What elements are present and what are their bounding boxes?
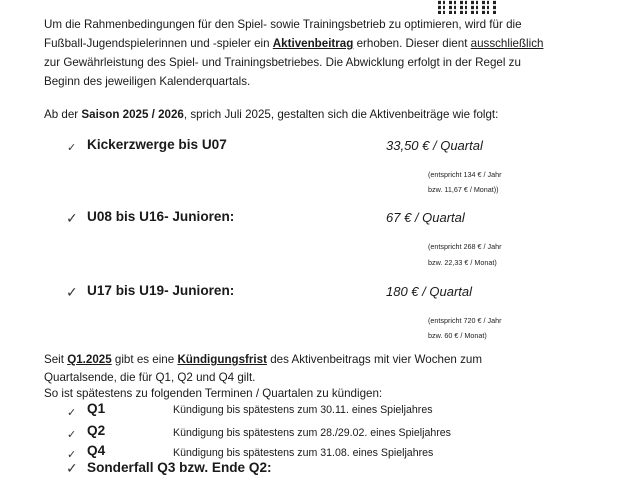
fee-note-month: bzw. 11,67 € / Monat)) bbox=[428, 185, 499, 194]
notice-line-1 bbox=[44, 350, 482, 370]
notice-line-3: So ist spätestens zu folgenden Terminen / Quartalen zu kündigen: bbox=[44, 387, 383, 400]
quarter-name: Q1 bbox=[87, 401, 106, 416]
fee-name: U08 bis U16- Junioren: bbox=[87, 209, 235, 224]
quarter-name: Q4 bbox=[87, 443, 106, 458]
notice-text: des Aktivenbeitrags mit vier Wochen zum bbox=[266, 353, 482, 366]
check-icon: ✓ bbox=[66, 210, 78, 226]
check-icon: ✓ bbox=[66, 460, 78, 476]
season-line bbox=[44, 105, 498, 125]
fee-note-month: bzw. 22,33 € / Monat) bbox=[428, 258, 497, 267]
fee-price: 33,50 € / Quartal bbox=[386, 138, 483, 153]
quarter-deadline: Kündigung bis spätestens zum 28./29.02. eines Spieljahres bbox=[173, 427, 451, 439]
quarter-name: Sonderfall Q3 bzw. Ende Q2: bbox=[87, 460, 272, 475]
season-name: Saison 2025 / 2026 bbox=[81, 108, 184, 121]
intro-line-2 bbox=[44, 34, 543, 54]
check-icon: ✓ bbox=[67, 142, 77, 154]
intro-line-3: zur Gewährleistung des Spiel- und Trainingsbetriebes. Die Abwicklung erfolgt in der Regel zu bbox=[44, 56, 521, 69]
check-icon: ✓ bbox=[67, 449, 77, 461]
aktivenbeitrag-term: Aktivenbeitrag bbox=[272, 37, 354, 50]
notice-term: Kündigungsfrist bbox=[177, 353, 267, 366]
ausschliesslich-term: ausschließlich bbox=[470, 37, 544, 50]
check-icon: ✓ bbox=[67, 429, 77, 441]
quarter-name: Q2 bbox=[87, 423, 106, 438]
notice-line-2: Quartalsende, die für Q1, Q2 und Q4 gilt. bbox=[44, 371, 256, 384]
quarter-deadline: Kündigung bis spätestens zum 30.11. eines Spieljahres bbox=[173, 404, 433, 416]
qr-code bbox=[438, 0, 496, 14]
notice-since: Q1.2025 bbox=[67, 353, 112, 366]
season-suffix: , sprich Juli 2025, gestalten sich die Aktivenbeiträge wie folgt: bbox=[183, 108, 499, 121]
notice-text: Seit bbox=[44, 353, 68, 366]
fee-price: 180 € / Quartal bbox=[386, 284, 472, 299]
fee-name: U17 bis U19- Junioren: bbox=[87, 283, 235, 298]
notice-text: gibt es eine bbox=[111, 353, 178, 366]
fee-note-year: (entspricht 720 € / Jahr bbox=[428, 316, 502, 325]
fee-price: 67 € / Quartal bbox=[386, 210, 465, 225]
season-prefix: Ab der bbox=[44, 108, 82, 121]
check-icon: ✓ bbox=[67, 407, 77, 419]
fee-note-year: (entspricht 134 € / Jahr bbox=[428, 170, 502, 179]
intro-line-1: Um die Rahmenbedingungen für den Spiel- sowie Trainingsbetrieb zu optimieren, wird für die bbox=[44, 18, 522, 31]
fee-note-year: (entspricht 268 € / Jahr bbox=[428, 242, 502, 251]
intro-text: Fußball-Jugendspielerinnen und -spieler ein bbox=[44, 37, 273, 50]
fee-name: Kickerzwerge bis U07 bbox=[87, 137, 227, 152]
intro-line-4: Beginn des jeweiligen Kalenderquartals. bbox=[44, 75, 251, 88]
intro-text: erhoben. Dieser dient bbox=[353, 37, 471, 50]
quarter-deadline: Kündigung bis spätestens zum 31.08. eines Spieljahres bbox=[173, 447, 434, 459]
check-icon: ✓ bbox=[66, 284, 78, 300]
fee-note-month: bzw. 60 € / Monat) bbox=[428, 331, 487, 340]
